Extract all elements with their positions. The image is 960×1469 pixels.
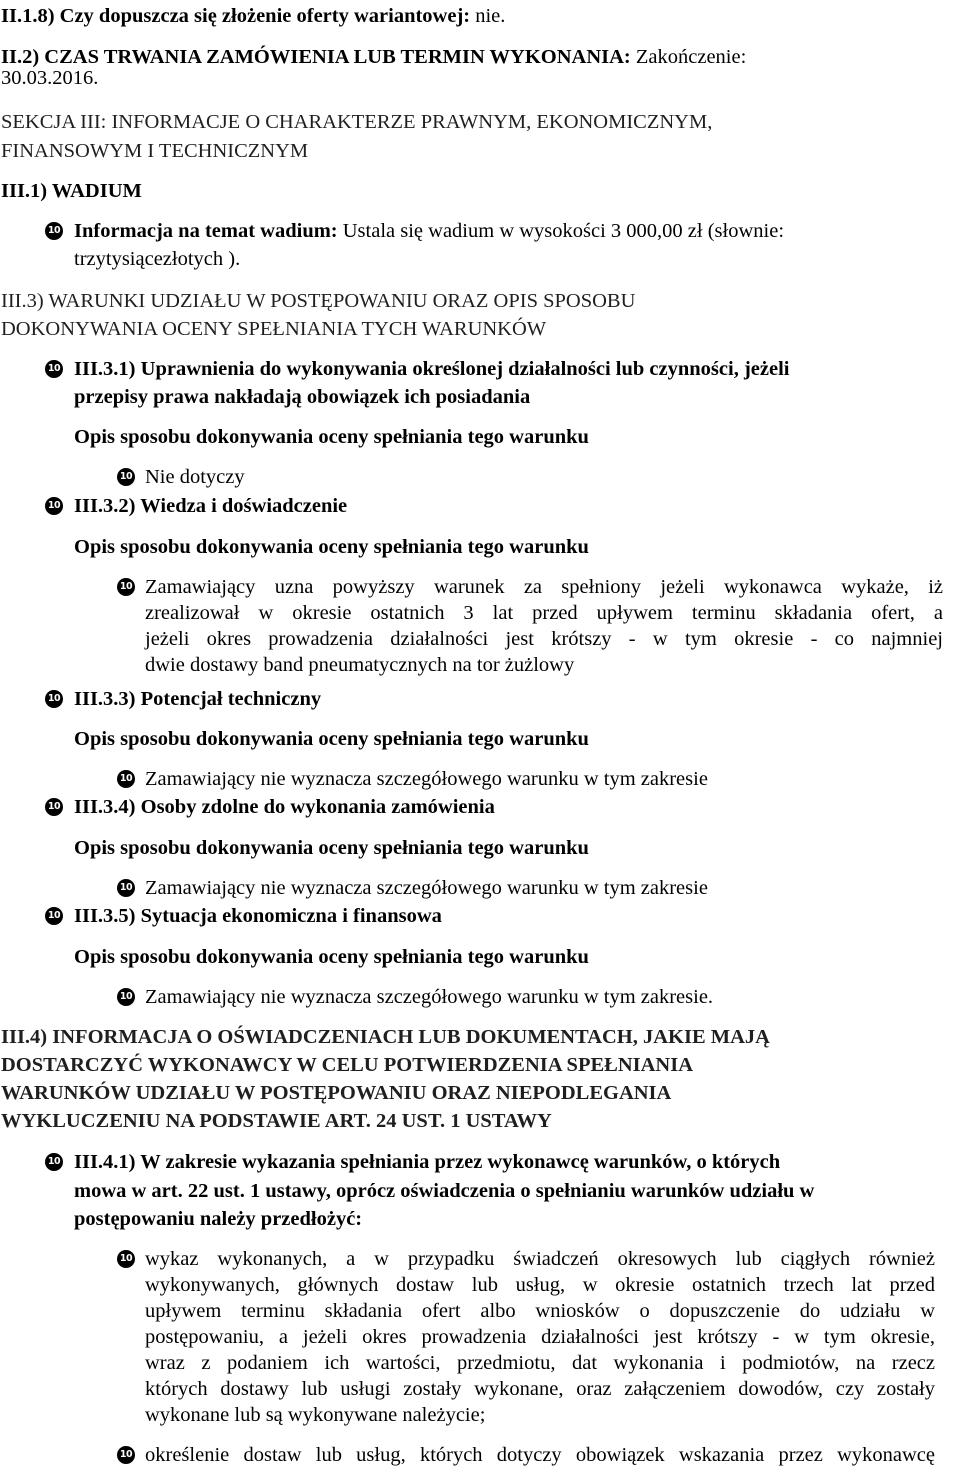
condition-5-value: Zamawiający nie wyznacza szczegółowego warunku w tym zakresie. [145,986,714,1008]
option-variant-line [1,3,505,29]
option-variant-label: II.1.8) Czy dopuszcza się złożenie oferty wariantowej: [1,5,471,27]
documents-sub-line: postępowaniu należy przedłożyć: [74,1208,363,1230]
condition-1-title-line2: przepisy prawa nakładają obowiązek ich posiadania [74,386,531,408]
bullet-icon: 10 [117,988,135,1006]
condition-1-title-line1: III.3.1) Uprawnienia do wykonywania określonej działalności lub czynności, jeżeli [74,358,790,380]
option-variant-value: nie. [475,5,506,27]
documents-list-item [145,1442,935,1468]
condition-4-value: Zamawiający nie wyznacza szczegółowego warunku w tym zakresie [145,877,708,899]
bullet-icon: 10 [45,1153,63,1171]
bullet-icon: 10 [117,468,135,486]
documents-heading-line: DOSTARCZYĆ WYKONAWCY W CELU POTWIERDZENIA SPEŁNIANIA [1,1054,693,1076]
wadium-heading: III.1) WADIUM [1,180,142,202]
warunki-heading-line1: III.3) WARUNKI UDZIAŁU W POSTĘPOWANIU ORAZ OPIS SPOSOBU [1,290,636,312]
duration-line [1,44,746,70]
wadium-info [74,218,784,244]
wadium-text: Ustala się wadium w wysokości 3 000,00 zł (słownie: [342,220,785,242]
condition-5-desc-label: Opis sposobu dokonywania oceny spełniania tego warunku [74,946,589,968]
documents-list-line: upływem terminu składania ofert albo wniosków o dopuszczenie do udziału w [145,1300,935,1322]
documents-list-line: określenie dostaw lub usług, których dotyczy obowiązek wskazania przez wykonawcę [145,1444,935,1466]
bullet-icon: 10 [117,879,135,897]
wadium-text-cont: trzytysiącezłotych ). [74,248,241,270]
documents-heading-line: WARUNKÓW UDZIAŁU W POSTĘPOWANIU ORAZ NIEPODLEGANIA [1,1082,672,1104]
condition-4-title: III.3.4) Osoby zdolne do wykonania zamówienia [74,796,495,818]
section-title-line1: SEKCJA III: INFORMACJE O CHARAKTERZE PRAWNYM, EKONOMICZNYM, [1,111,713,133]
bullet-icon: 10 [45,222,63,240]
condition-4-desc-label: Opis sposobu dokonywania oceny spełniania tego warunku [74,837,589,859]
bullet-icon: 10 [117,1446,135,1464]
condition-3-desc-label: Opis sposobu dokonywania oceny spełniania tego warunku [74,728,589,750]
documents-sub-line: III.4.1) W zakresie wykazania spełniania przez wykonawcę warunków, o których [74,1151,781,1173]
bullet-icon: 10 [45,360,63,378]
condition-3-value: Zamawiający nie wyznacza szczegółowego warunku w tym zakresie [145,768,708,790]
condition-2-title: III.3.2) Wiedza i doświadczenie [74,495,348,517]
section-title-line2: FINANSOWYM I TECHNICZNYM [1,140,309,162]
condition-2-value-line: jeżeli okres prowadzenia działalności jest krótszy - w tym okresie - co najmniej [145,628,943,650]
documents-list-line: których dostawy lub usługi zostały wykonane, oraz załączeniem dowodów, czy zostały [145,1378,935,1400]
bullet-icon: 10 [45,907,63,925]
duration-value: Zakończenie: [635,46,747,68]
documents-list-line: wykonywanych, głównych dostaw lub usług, w okresie ostatnich trzech lat przed [145,1274,935,1296]
documents-list-item [145,1246,935,1428]
condition-3-title: III.3.3) Potencjał techniczny [74,688,322,710]
bullet-icon: 10 [45,798,63,816]
condition-1-value: Nie dotyczy [145,466,245,488]
documents-sub-line: mowa w art. 22 ust. 1 ustawy, oprócz oświadczenia o spełnianiu warunków udziału w [74,1180,815,1202]
bullet-icon: 10 [45,690,63,708]
condition-2-value-line: dwie dostawy band pneumatycznych na tor żużlowy [145,654,575,676]
duration-label: II.2) CZAS TRWANIA ZAMÓWIENIA LUB TERMIN WYKONANIA: [1,46,631,68]
condition-1-desc-label: Opis sposobu dokonywania oceny spełniania tego warunku [74,426,589,448]
documents-list-line: wykaz wykonanych, a w przypadku świadczeń okresowych lub ciągłych również [145,1248,935,1270]
condition-2-desc-label: Opis sposobu dokonywania oceny spełniania tego warunku [74,536,589,558]
documents-list-line: wraz z podaniem ich wartości, przedmiotu, dat wykonania i podmiotów, na rzecz [145,1352,935,1374]
bullet-icon: 10 [117,1250,135,1268]
condition-5-title: III.3.5) Sytuacja ekonomiczna i finansowa [74,905,442,927]
wadium-label: Informacja na temat wadium: [74,220,338,242]
condition-2-value [145,574,943,678]
duration-date: 30.03.2016. [1,67,99,89]
documents-heading-line: WYKLUCZENIU NA PODSTAWIE ART. 24 UST. 1 USTAWY [1,1110,552,1132]
condition-2-value-line: zrealizował w okresie ostatnich 3 lat przed upływem terminu składania ofert, a [145,602,943,624]
condition-2-value-line: Zamawiający uzna powyższy warunek za spełniony jeżeli wykonawca wykaże, iż [145,576,943,598]
bullet-icon: 10 [45,497,63,515]
bullet-icon: 10 [117,770,135,788]
documents-list-line: wykonane lub są wykonywane należycie; [145,1404,486,1426]
warunki-heading-line2: DOKONYWANIA OCENY SPEŁNIANIA TYCH WARUNKÓW [1,318,547,340]
documents-heading-line: III.4) INFORMACJA O OŚWIADCZENIACH LUB DOKUMENTACH, JAKIE MAJĄ [1,1026,770,1048]
documents-list-line: postępowaniu, a jeżeli okres prowadzenia działalności jest krótszy - w tym okresie, [145,1326,935,1348]
bullet-icon: 10 [117,578,135,596]
